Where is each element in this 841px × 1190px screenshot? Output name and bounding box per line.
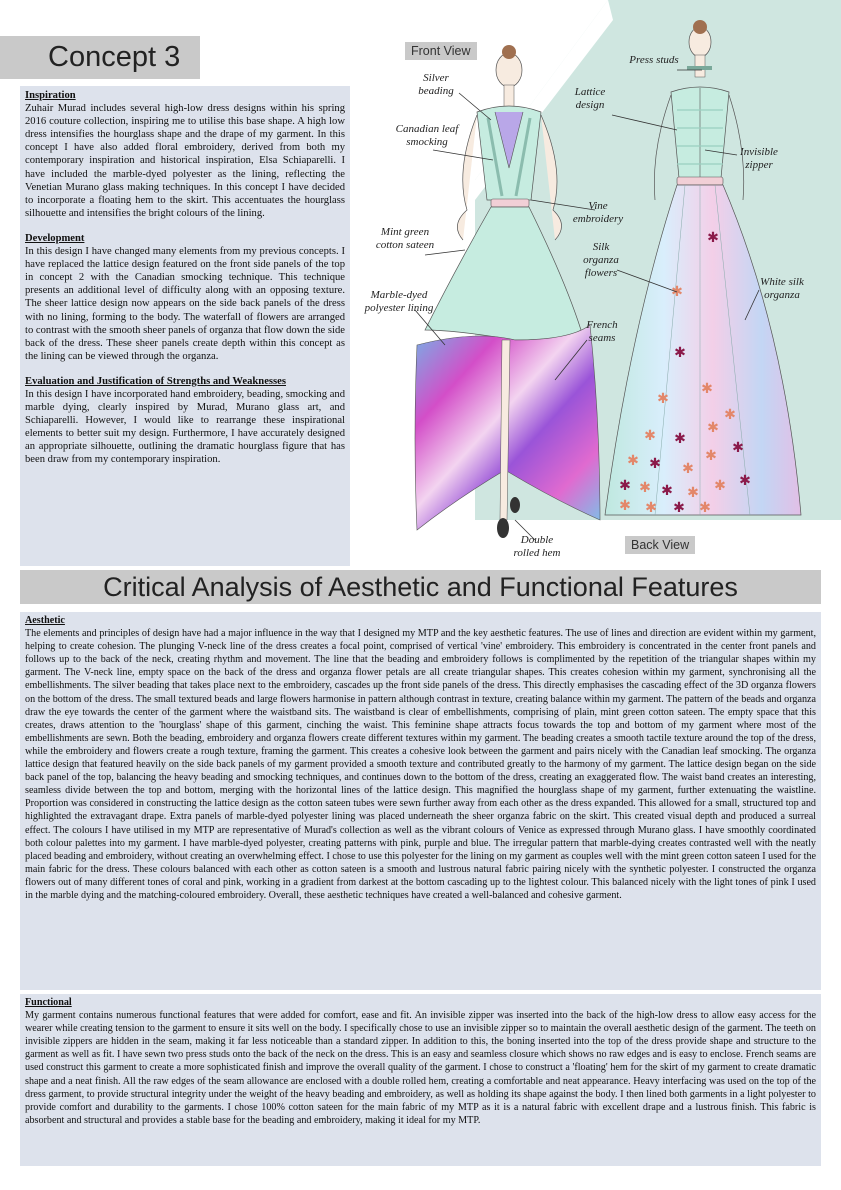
evaluation-heading: Evaluation and Justification of Strengths and Weaknesses (25, 375, 286, 387)
functional-text: My garment contains numerous functional features that were added for comfort, ease and fit. An invisible zipper was inserted into the back of the high-low dress to allow easy access for the wearer while creating tension to the garment to ensure it sits well on the body. I specifically chose to use an invisible zipper so to maintain the overall aesthetic design of the garment. The teeth on invisible zippers are hidden in the seam, making it far less noticeable than a standard zipper. In addition to this, the boning inserted into the top of the dress provide shape and structure to the garment as well as fit. I have sewn two press studs onto the back of the neck on the dress. This is an easy and seamless closure which shows no raw edges and is easy to enclose. French seams are used construct this garment to create a more sophisticated finish and improve the overall quality of the garment. I chose to construct a 'floating' hem for the skirt of my garment to create dramatic shape and a neat finish. All the raw edges of the seam allowance are enclosed with a double rolled hem, creating a comfortable and neat appearance. Heavy interfacing was used on the top of the dress garment, to provide structural integrity under the weight of the heavy beading and embroidery, as well as holding its shape against the body. I then lined both garments in a light polyester to provide comfort and durability to the garments. I chose 100% cotton sateen for the main fabric of my MTP as it is a natural fabric with excellent drape and a lustrous finish. This fabric is absorbent and structural and provides a stable base for the beading and embroidery, making it ideal for my MTP. (25, 1010, 816, 1126)
svg-text:✱: ✱ (724, 407, 736, 423)
svg-text:✱: ✱ (705, 448, 717, 464)
annotation-white-silk: White silk organza (760, 276, 804, 301)
svg-text:✱: ✱ (619, 498, 631, 514)
aesthetic-heading: Aesthetic (25, 615, 65, 626)
svg-text:✱: ✱ (627, 453, 639, 469)
svg-text:✱: ✱ (674, 431, 686, 447)
critical-analysis-title: Critical Analysis of Aesthetic and Functional Features (20, 570, 821, 604)
svg-text:✱: ✱ (739, 473, 751, 489)
evaluation-text: In this design I have incorporated hand embroidery, beading, smocking and marble dying, clearly inspired by Murad, Murano glass art, and Schiaparelli. However, I would like to rearrange these inspirational elements to better suit my design. Furthermore, I have accurately designed an appropriate silhouette, outlining the dramatic hourglass figure that has been draw from my contemporary inspiration. (25, 388, 345, 466)
dress-illustration (355, 0, 841, 570)
svg-text:✱: ✱ (673, 500, 685, 516)
svg-text:✱: ✱ (707, 230, 719, 246)
inspiration-heading: Inspiration (25, 90, 76, 101)
functional-heading: Functional (25, 997, 72, 1008)
annotation-invisible-zipper: Invisible zipper (740, 146, 778, 171)
annotation-double-rolled: Double rolled hem (513, 534, 561, 559)
annotation-french-seams: French seams (586, 319, 618, 344)
concept-text-panel (20, 86, 350, 566)
annotation-mint-green: Mint green cotton sateen (375, 226, 435, 251)
functional-panel (20, 994, 821, 1166)
page-title: Concept 3 (0, 36, 200, 79)
svg-text:✱: ✱ (674, 345, 686, 361)
back-view-label: Back View (625, 536, 695, 554)
svg-text:✱: ✱ (707, 420, 719, 436)
svg-text:✱: ✱ (687, 485, 699, 501)
annotation-vine: Vine embroidery (572, 200, 624, 225)
svg-text:✱: ✱ (619, 478, 631, 494)
annotation-press-studs: Press studs (629, 54, 679, 66)
svg-text:✱: ✱ (657, 391, 669, 407)
inspiration-text: Zuhair Murad includes several high-low dress designs within his spring 2016 couture collection, inspiring me to utilise this base shape. A high low dress intensifies the hourglass shape and the drape of my garment. In this concept I have also added floral embroidery, derived from both my contemporary inspiration and historical inspiration, Elsa Schiaparelli. I have included the marble-dyed polyester as the lining, reflecting the Venetian Murano glass making techniques. In this concept I have decided to incorporate a floating hem to the skirt. This accentuates the hourglass silhouette and intensifies the bright colours of the lining. (25, 103, 345, 219)
aesthetic-text: The elements and principles of design have had a major influence in the way that I designed my MTP and the key aesthetic features. The use of lines and direction are evident within my garment, helping to create cohesion. The plunging V-neck line of the dress creates a focal point, comprised of vertical 'vine' embroidery. This embroidery is concentrated in the center front panels and follows up to the back of the neck, creating rhythm and movement. The line that the beading and embroidery follows is complimented by the repetition of the triangular shapes within my garment. The V-neck line, empty space on the back of the dress and organza flower petals are all create triangular shapes. This creates cohesion within my garment, synchronising all the embellishments. The silver beading that takes place next to the embroidery, cascades up the front side panels of the dress. This directly emphasises the cascading effect of the 3D organza flowers on the bottom of the dress. The small textured beads and large flowers harmonise in pattern although contrast in texture, creating balance within my garment. The pattern of the beads and organza draw the eye towards the center of the garment where the waistband sits. The waistband is clear of embellishments, comprising of plain, mint green cotton sateen. The empty space that this creates, draws attention to the 'hourglass' shape of this garment, cinching the waist. This feminine shape attracts focus towards the top and bottom of my garment where most of the embellishments are sewn. Both the beading, embroidery and organza flowers create different textures within my garment. The beading creates a smooth tactile texture around the top of the dress, while the embroidery and flowers create a rough texture, framing the garment. This creates a cohesive look between the garment and pairs nicely with the Canadian leaf smocking. The organza lattice design that featured heavily on the side back panels of my garment provided a smooth texture and contributed greatly to the harmony of my garment. The lattice design began on the side back panel of the top, balancing the heavy beading and smocking techniques, and continues down to the bottom of the dress, creating an exaggerated flow. The waist band creates an interesting, seamless divide between the top and bottom, merging with the horizontal lines of the lattice design. This magnified the hourglass shape of my garment, further extenuating the waistline. Proportion was considered in constructing the lattice design as the cotton sateen tubes were sewn further away from each other as the dress expanded. This allowed for a small, structured top and highlighted the extravagant drape. Extra panels of marble-dyed polyester lining was placed underneath the sheer organza fabric on the skirt. This created visual depth and produced a surreal effect. The colours I have utilised in my MTP are representative of Murad's collection as well as the vibrant colours of Venice as expressed through Murano glass. I have smoothly coordinated both colour palettes into my garment. I have marble-dyed polyester, creating patterns with pink, purple and blue. The irregular pattern that marble-dying creates contrasted well with the neatly placed beading and embroidery, without creating an overwhelming effect. I chose to use this polyester for the lining on my garment as couples well with the mint green cotton sateen I used for the main fabric for the dress. These colours balanced with each other as cotton sateen is a smooth and lustrous natural fabric pairing nicely with the synthetic polyester. I constructed the organza flowers out of many different tones of coral and pink, working in a gradient from darkest at the bottom cascading up to the lightest colour. This balanced nicely with the light tones of pink I used in the marble dying and the matching-coloured embroidery. Overall, these aesthetic techniques have created a well-balanced and cohesive garment. (25, 628, 816, 901)
annotation-marble-dyed: Marble-dyed polyester lining (364, 289, 434, 314)
annotation-silk-organza-flowers: Silk organza flowers (583, 241, 619, 279)
svg-text:✱: ✱ (639, 480, 651, 496)
svg-text:✱: ✱ (732, 440, 744, 456)
development-text: In this design I have changed many elements from my previous concepts. I have replaced the lattice design featured on the front side panels of the top in concept 2 with the Canadian smocking technique. This technique presents an additional level of difficulty along with an opposing texture. The sheer lattice design now appears on the side back panels of the dress with no lining, forming to the body. The waterfall of flowers are arranged to contrast with the smooth sheer panels of organza that flow down the side back of the dress. These sheer panels create depth within this concept as the lining can be viewed through the organza. (25, 246, 345, 362)
svg-text:✱: ✱ (682, 461, 694, 477)
svg-text:✱: ✱ (701, 381, 713, 397)
svg-text:✱: ✱ (661, 483, 673, 499)
development-heading: Development (25, 232, 85, 244)
aesthetic-panel (20, 612, 821, 990)
front-view-label: Front View (405, 42, 477, 60)
svg-text:✱: ✱ (645, 500, 657, 516)
annotation-lattice: Lattice design (574, 86, 606, 111)
svg-text:✱: ✱ (644, 428, 656, 444)
svg-text:✱: ✱ (649, 456, 661, 472)
svg-text:✱: ✱ (671, 284, 683, 300)
svg-text:✱: ✱ (714, 478, 726, 494)
annotation-canadian-leaf: Canadian leaf smocking (395, 123, 459, 148)
annotation-silver-beading: Silver beading (418, 72, 454, 97)
svg-text:✱: ✱ (699, 500, 711, 516)
